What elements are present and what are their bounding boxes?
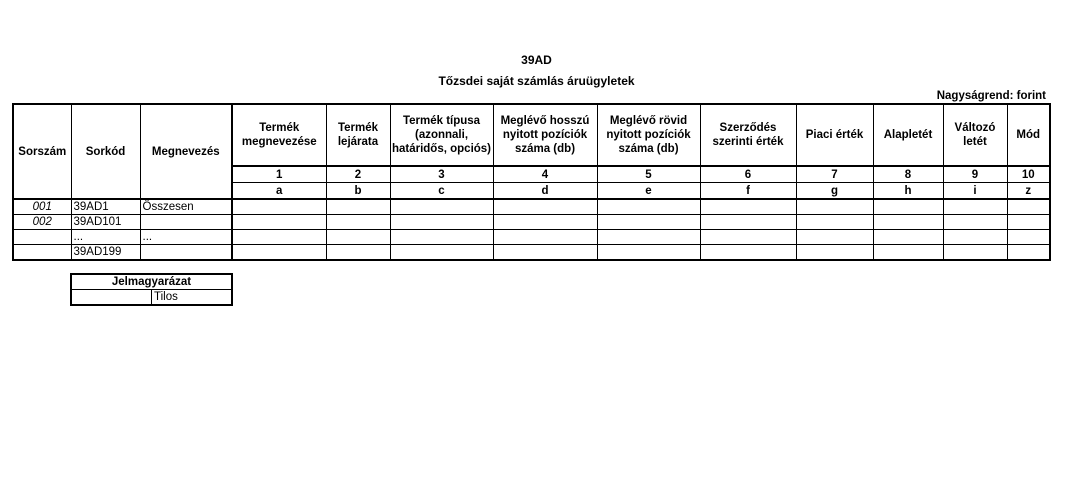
data-cell[interactable] — [326, 199, 390, 215]
column-letter: d — [493, 183, 597, 200]
data-cell[interactable] — [873, 245, 943, 261]
column-letter: a — [232, 183, 326, 200]
column-header: Változó letét — [943, 104, 1007, 166]
legend-title: Jelmagyarázat — [71, 274, 232, 290]
column-header: Meglévő rövid nyitott pozíciók száma (db) — [597, 104, 700, 166]
column-number: 9 — [943, 166, 1007, 183]
header-sorszam: Sorszám — [13, 104, 71, 199]
column-letter: b — [326, 183, 390, 200]
data-cell[interactable] — [326, 230, 390, 245]
column-letter: f — [700, 183, 796, 200]
legend-table — [70, 273, 233, 306]
column-letter: h — [873, 183, 943, 200]
data-cell[interactable] — [390, 199, 493, 215]
legend-swatch — [71, 290, 152, 306]
data-cell[interactable] — [390, 230, 493, 245]
data-cell[interactable] — [700, 199, 796, 215]
column-number: 1 — [232, 166, 326, 183]
column-number: 8 — [873, 166, 943, 183]
row-name — [140, 245, 232, 261]
unit-label: Nagyságrend: forint — [936, 90, 1046, 102]
data-cell[interactable] — [943, 230, 1007, 245]
column-number: 3 — [390, 166, 493, 183]
column-number: 7 — [796, 166, 873, 183]
data-cell[interactable] — [700, 245, 796, 261]
data-cell[interactable] — [943, 215, 1007, 230]
data-cell[interactable] — [796, 245, 873, 261]
data-cell[interactable] — [597, 215, 700, 230]
column-header: Termék lejárata — [326, 104, 390, 166]
column-letter: g — [796, 183, 873, 200]
table-row — [13, 245, 1050, 261]
header-sorkod: Sorkód — [71, 104, 140, 199]
column-header: Szerződés szerinti érték — [700, 104, 796, 166]
data-cell[interactable] — [390, 245, 493, 261]
data-cell[interactable] — [796, 199, 873, 215]
data-cell[interactable] — [232, 199, 326, 215]
column-header: Termék típusa (azonnali, határidős, opciós) — [390, 104, 493, 166]
data-cell[interactable] — [943, 245, 1007, 261]
row-name: Összesen — [140, 199, 232, 215]
row-code: 39AD101 — [71, 215, 140, 230]
report-code: 39AD — [521, 53, 552, 67]
column-header: Piaci érték — [796, 104, 873, 166]
data-cell[interactable] — [873, 230, 943, 245]
column-letter: c — [390, 183, 493, 200]
data-cell[interactable] — [796, 215, 873, 230]
data-cell[interactable] — [597, 230, 700, 245]
table-row — [13, 199, 1050, 215]
report-title: Tőzsdei saját számlás áruügyletek — [438, 74, 635, 88]
row-name: ... — [140, 230, 232, 245]
data-cell[interactable] — [873, 215, 943, 230]
column-header: Meglévő hosszú nyitott pozíciók száma (db) — [493, 104, 597, 166]
data-cell[interactable] — [326, 245, 390, 261]
data-cell[interactable] — [493, 199, 597, 215]
column-header: Mód — [1007, 104, 1050, 166]
data-cell[interactable] — [493, 245, 597, 261]
row-code: ... — [71, 230, 140, 245]
header-megnevezes: Megnevezés — [140, 104, 232, 199]
data-cell[interactable] — [326, 215, 390, 230]
data-cell[interactable] — [1007, 245, 1050, 261]
data-cell[interactable] — [1007, 199, 1050, 215]
row-code: 39AD1 — [71, 199, 140, 215]
column-header: Alapletét — [873, 104, 943, 166]
data-cell[interactable] — [232, 215, 326, 230]
row-name — [140, 215, 232, 230]
data-cell[interactable] — [232, 245, 326, 261]
column-header: Termék megnevezése — [232, 104, 326, 166]
column-number: 10 — [1007, 166, 1050, 183]
legend-item-label: Tilos — [152, 290, 233, 306]
row-number — [13, 245, 71, 261]
column-letter: e — [597, 183, 700, 200]
column-letter: i — [943, 183, 1007, 200]
data-cell[interactable] — [700, 215, 796, 230]
data-cell[interactable] — [796, 230, 873, 245]
row-code: 39AD199 — [71, 245, 140, 261]
column-number: 4 — [493, 166, 597, 183]
table-row — [13, 230, 1050, 245]
data-cell[interactable] — [493, 230, 597, 245]
row-number: 002 — [13, 215, 71, 230]
column-number: 6 — [700, 166, 796, 183]
row-number — [13, 230, 71, 245]
column-letter: z — [1007, 183, 1050, 200]
data-cell[interactable] — [390, 215, 493, 230]
data-cell[interactable] — [700, 230, 796, 245]
row-number: 001 — [13, 199, 71, 215]
data-cell[interactable] — [1007, 215, 1050, 230]
data-cell[interactable] — [493, 215, 597, 230]
data-cell[interactable] — [1007, 230, 1050, 245]
column-number: 5 — [597, 166, 700, 183]
data-cell[interactable] — [943, 199, 1007, 215]
data-cell[interactable] — [597, 199, 700, 215]
data-table — [12, 103, 1051, 261]
column-number: 2 — [326, 166, 390, 183]
table-row — [13, 215, 1050, 230]
data-cell[interactable] — [873, 199, 943, 215]
data-cell[interactable] — [597, 245, 700, 261]
data-cell[interactable] — [232, 230, 326, 245]
